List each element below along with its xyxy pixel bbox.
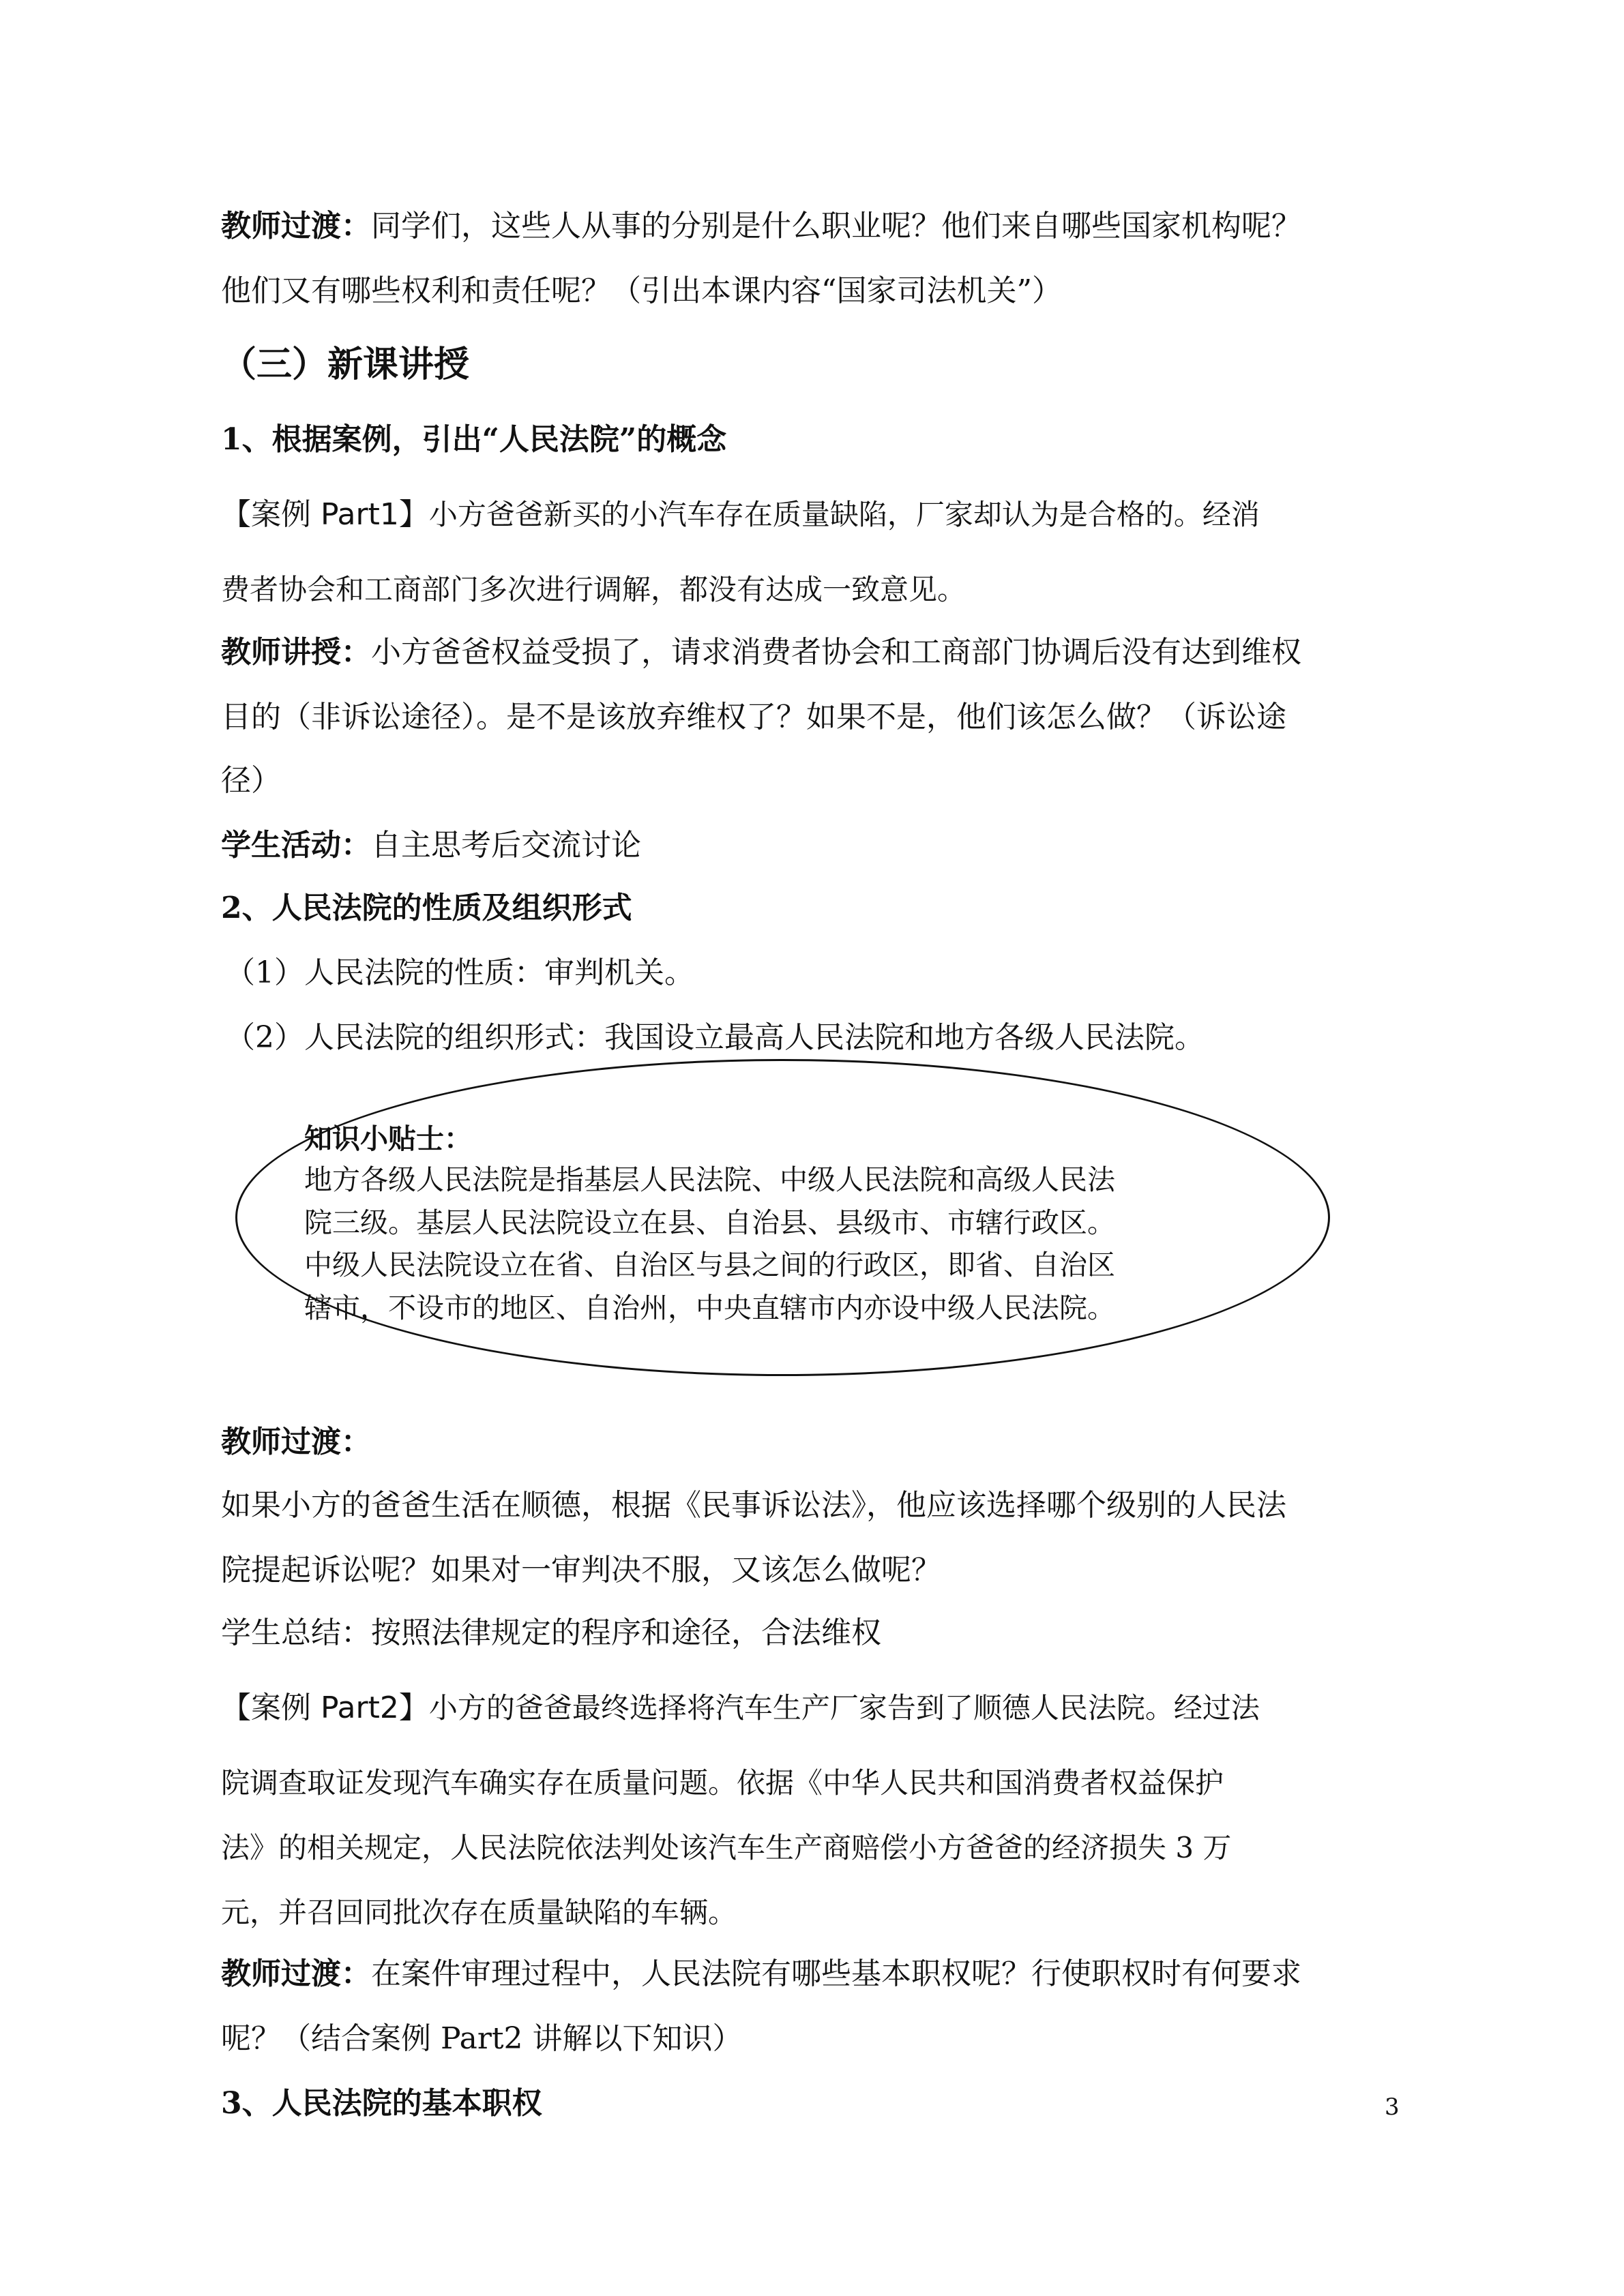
heading-1: 1、根据案例，引出“人民法院”的概念 bbox=[221, 422, 727, 457]
text-line: 院提起诉讼呢？如果对一审判决不服，又该怎么做呢？ bbox=[221, 1553, 941, 1587]
list-item: （2）人民法院的组织形式：我国设立最高人民法院和地方各级人民法院。 bbox=[225, 1020, 1205, 1055]
tip-line: 中级人民法院设立在省、自治区与县之间的行政区，即省、自治区 bbox=[304, 1249, 1115, 1281]
label: 教师过渡： bbox=[221, 1956, 371, 1991]
text-line: 他们又有哪些权利和责任呢？（引出本课内容“国家司法机关”） bbox=[221, 273, 1062, 308]
heading-3: 3、人民法院的基本职权 bbox=[221, 2086, 542, 2121]
label: 学生活动： bbox=[221, 828, 371, 863]
text: 在案件审理过程中，人民法院有哪些基本职权呢？行使职权时有何要求 bbox=[371, 1956, 1301, 1991]
teacher-transition-1 bbox=[221, 206, 1301, 247]
case-label: 【案例 Part1】 bbox=[221, 497, 429, 532]
text: 自主思考后交流讨论 bbox=[371, 828, 641, 863]
case-text-line: 院调查取证发现汽车确实存在质量问题。依据《中华人民共和国消费者权益保护 bbox=[221, 1766, 1224, 1800]
text-line: 目的（非诉讼途径）。是不是该放弃维权了？如果不是，他们该怎么做？（诉讼途 bbox=[221, 700, 1286, 734]
student-activity bbox=[221, 825, 641, 866]
case-label: 【案例 Part2】 bbox=[221, 1690, 429, 1725]
student-summary: 学生总结：按照法律规定的程序和途径，合法维权 bbox=[221, 1615, 881, 1650]
text-line: 径） bbox=[221, 763, 281, 798]
label: 教师讲授： bbox=[221, 635, 371, 670]
teacher-transition-2-label: 教师过渡： bbox=[221, 1425, 371, 1459]
tip-line: 院三级。基层人民法院设立在县、自治县、县级市、市辖行政区。 bbox=[304, 1206, 1115, 1239]
case-text-line: 法》的相关规定，人民法院依法判处该汽车生产商赔偿小方爸爸的经济损失 3 万 bbox=[221, 1831, 1232, 1864]
case-text-line: 元，并召回同批次存在质量缺陷的车辆。 bbox=[221, 1896, 737, 1929]
list-item: （1）人民法院的性质：审判机关。 bbox=[225, 955, 694, 990]
text-line: 呢？（结合案例 Part2 讲解以下知识） bbox=[221, 2021, 743, 2056]
text-line: 如果小方的爸爸生活在顺德，根据《民事诉讼法》，他应该选择哪个级别的人民法 bbox=[221, 1488, 1286, 1523]
tip-line: 地方各级人民法院是指基层人民法院、中级人民法院和高级人民法 bbox=[304, 1163, 1115, 1196]
text: 同学们，这些人从事的分别是什么职业呢？他们来自哪些国家机构呢？ bbox=[371, 209, 1301, 243]
teacher-lecture bbox=[221, 632, 1301, 673]
page-number: 3 bbox=[1385, 2093, 1400, 2121]
teacher-transition-3 bbox=[221, 1954, 1301, 1995]
tip-title: 知识小贴士： bbox=[304, 1122, 472, 1155]
case-text: 小方爸爸新买的小汽车存在质量缺陷，厂家却认为是合格的。经消 bbox=[428, 498, 1260, 531]
label: 教师过渡： bbox=[221, 209, 371, 243]
tip-line: 辖市，不设市的地区、自治州，中央直辖市内亦设中级人民法院。 bbox=[304, 1292, 1115, 1324]
case-text: 小方的爸爸最终选择将汽车生产厂家告到了顺德人民法院。经过法 bbox=[428, 1691, 1260, 1725]
heading-2: 2、人民法院的性质及组织形式 bbox=[221, 891, 632, 925]
text: 小方爸爸权益受损了，请求消费者协会和工商部门协调后没有达到维权 bbox=[371, 635, 1301, 670]
case-part2 bbox=[221, 1688, 1260, 1729]
case-text-line: 费者协会和工商部门多次进行调解，都没有达成一致意见。 bbox=[221, 573, 966, 606]
section-heading: （三）新课讲授 bbox=[221, 344, 470, 385]
case-part1 bbox=[221, 494, 1260, 535]
